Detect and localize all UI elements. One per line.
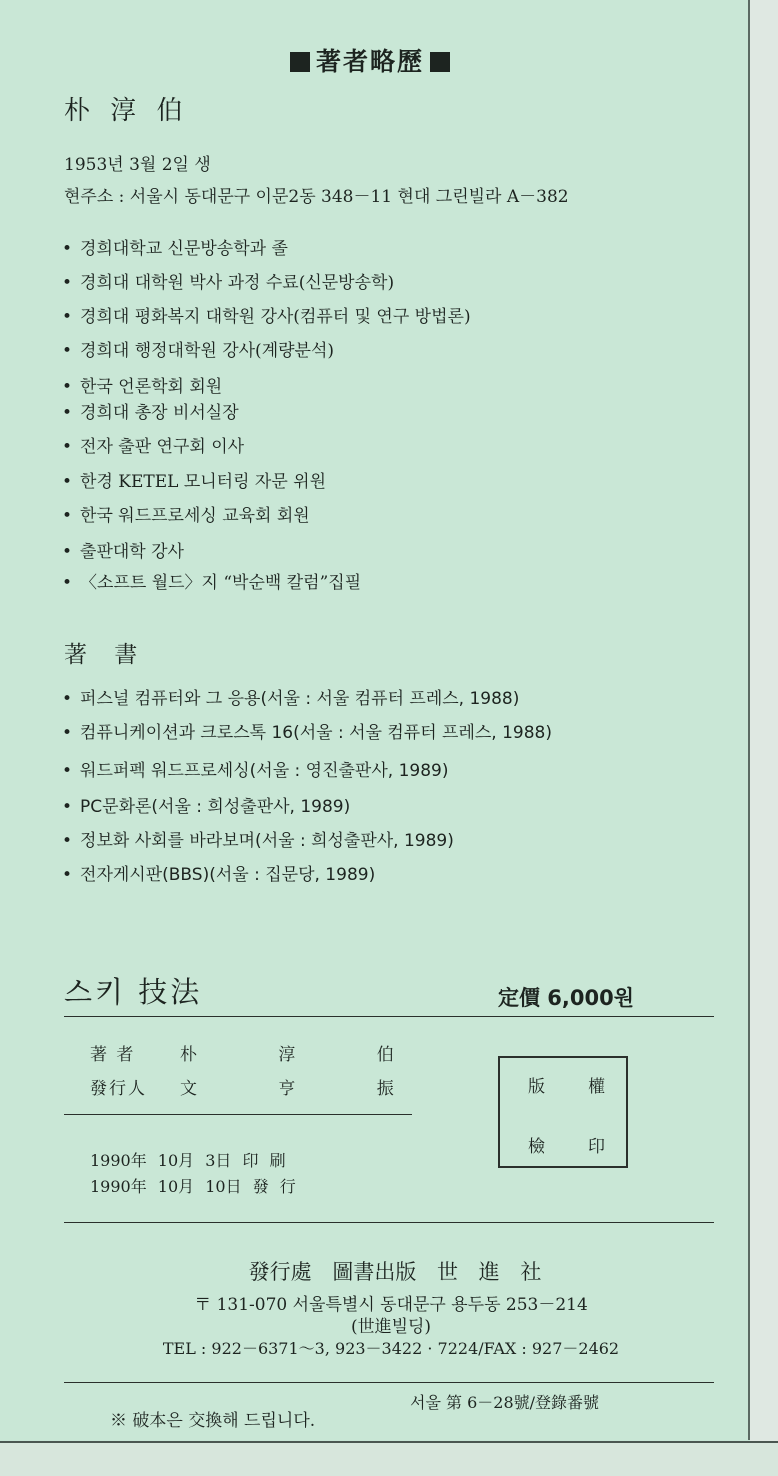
current-address: 현주소 : 서울시 동대문구 이문2동 348－11 현대 그린빌라 A－382 <box>64 187 569 207</box>
list-item: • 정보화 사회를 바라보며(서울 : 희성출판사, 1989) <box>62 826 454 851</box>
page-bottom-edge <box>0 1441 778 1476</box>
black-square-icon <box>290 52 310 72</box>
book-title: 스키 技法 <box>64 975 203 1009</box>
list-item: • 전자 출판 연구회 이사 <box>62 432 244 457</box>
title-text: 著者略歷 <box>315 47 424 76</box>
list-item: • 한국 언론학회 회원 <box>62 372 222 397</box>
divider <box>64 1114 412 1115</box>
list-item: • 〈소프트 월드〉지 “박순백 칼럼”집필 <box>62 568 361 593</box>
publisher-label: 發行人 <box>90 1079 147 1099</box>
registration-number: 서울 第 6－28號/登錄番號 <box>410 1393 600 1412</box>
stamp-char: 版 <box>528 1077 545 1097</box>
list-item: • 전자게시판(BBS)(서울 : 집문당, 1989) <box>62 860 375 885</box>
list-item: • 한경 KETEL 모니터링 자문 위원 <box>62 467 326 492</box>
author-biography-title <box>0 42 740 78</box>
divider <box>64 1382 714 1383</box>
list-item: • 출판대학 강사 <box>62 537 184 562</box>
list-item: • 한국 워드프로세싱 교육회 회원 <box>62 501 310 526</box>
price: 定價 6,000원 <box>498 986 635 1010</box>
publisher-name: 發行處 圖書出版 世 進 社 <box>248 1260 542 1284</box>
divider <box>64 1016 714 1017</box>
list-item: • 퍼스널 컴퓨터와 그 응용(서울 : 서울 컴퓨터 프레스, 1988) <box>62 684 519 709</box>
list-item: • 경희대 평화복지 대학원 강사(컴퓨터 및 연구 방법론) <box>62 302 471 327</box>
replacement-notice: ※ 破本은 交換해 드립니다. <box>110 1411 316 1431</box>
black-square-icon <box>430 52 450 72</box>
page-edge <box>750 0 778 1474</box>
list-item: • 경희대학교 신문방송학과 졸 <box>62 234 288 259</box>
list-item: • 경희대 행정대학원 강사(계량분석) <box>62 336 334 361</box>
author-value: 朴 淳 伯 <box>180 1045 432 1065</box>
stamp-char: 權 <box>588 1077 605 1097</box>
publisher-phone-fax: TEL : 922－6371～3, 923－3422 · 7224/FAX : 927－2462 <box>162 1339 620 1358</box>
list-item: • 컴퓨니케이션과 크로스톡 16(서울 : 서울 컴퓨터 프레스, 1988) <box>62 718 552 743</box>
list-item: • 경희대 대학원 박사 과정 수료(신문방송학) <box>62 268 394 293</box>
list-item: • 경희대 총장 비서실장 <box>62 398 239 423</box>
publisher-address: 〒 131-070 서울특별시 동대문구 용두동 253－214 <box>194 1295 588 1315</box>
author-label: 著 者 <box>90 1045 136 1065</box>
publisher-value: 文 亨 振 <box>180 1079 432 1099</box>
author-name: 朴 淳 伯 <box>64 96 189 126</box>
issue-date: 1990年 10月 10日 發 行 <box>90 1177 296 1196</box>
copyright-stamp-box <box>498 1056 628 1168</box>
books-heading: 著 書 <box>64 642 148 668</box>
birth-date: 1953년 3월 2일 생 <box>64 155 211 175</box>
print-date: 1990年 10月 3日 印 刷 <box>90 1151 286 1170</box>
stamp-char: 印 <box>588 1137 605 1157</box>
stamp-char: 檢 <box>528 1137 545 1157</box>
divider <box>64 1222 714 1223</box>
publisher-building: (世進빌딩) <box>350 1317 432 1337</box>
list-item: • PC문화론(서울 : 희성출판사, 1989) <box>62 792 350 817</box>
list-item: • 워드퍼펙 워드프로세싱(서울 : 영진출판사, 1989) <box>62 756 448 781</box>
